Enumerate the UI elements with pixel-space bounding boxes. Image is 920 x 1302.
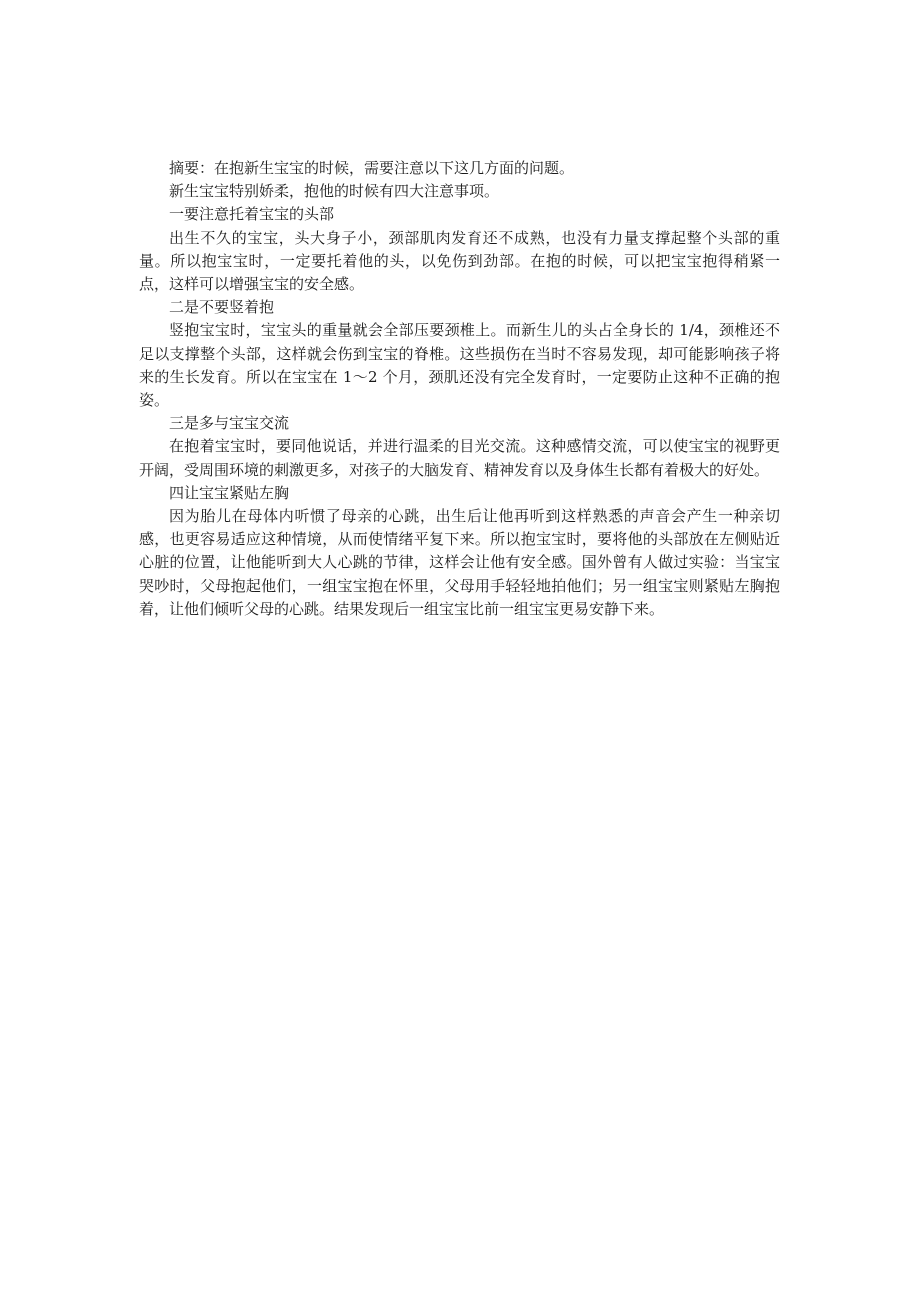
section-heading-3: 三是多与宝宝交流 — [169, 414, 290, 433]
section-body-2: 竖抱宝宝时，宝宝头的重量就会全部压要颈椎上。而新生儿的头占全身长的 1/4，颈椎还不足以支撑整个头部，这样就会伤到宝宝的脊椎。这些损伤在当时不容易发现，却可能影响孩子将来的生长发育。所以在宝宝在 1～2 个月，颈肌还没有完全发育时，一定要防止这种不正确的抱姿。 — [139, 321, 780, 410]
section-heading-4: 四让宝宝紧贴左胸 — [169, 483, 290, 502]
section-body-1: 出生不久的宝宝，头大身子小，颈部肌肉发育还不成熟，也没有力量支撑起整个头部的重量。所以抱宝宝时，一定要托着他的头，以免伤到劲部。在抱的时候，可以把宝宝抱得稍紧一点，这样可以增强宝宝的安全感。 — [139, 228, 780, 294]
abstract-paragraph: 摘要：在抱新生宝宝的时候，需要注意以下这几方面的问题。 — [169, 159, 575, 177]
section-body-4: 因为胎儿在母体内听惯了母亲的心跳，出生后让他再听到这样熟悉的声音会产生一种亲切感，也更容易适应这种情境，从而使情绪平复下来。所以抱宝宝时，要将他的头部放在左侧贴近心脏的位置，让他能听到大人心跳的节律，这样会让他有安全感。国外曾有人做过实验：当宝宝哭吵时，父母抱起他们，一组宝宝抱在怀里，父母用手轻轻地拍他们；另一组宝宝则紧贴左胸抱着，让他们倾听父母的心跳。结果发现后一组宝宝比前一组宝宝更易安静下来。 — [139, 507, 780, 618]
section-heading-1: 一要注意托着宝宝的头部 — [169, 205, 335, 224]
document-body — [139, 157, 780, 621]
section-body-3: 在抱着宝宝时，要同他说话，并进行温柔的目光交流。这种感情交流，可以使宝宝的视野更开阔，受周围环境的刺激更多，对孩子的大脑发育、精神发育以及身体生长都有着极大的好处。 — [139, 437, 780, 479]
section-heading-2: 二是不要竖着抱 — [169, 298, 275, 317]
intro-paragraph: 新生宝宝特别娇柔，抱他的时候有四大注意事项。 — [169, 182, 500, 201]
